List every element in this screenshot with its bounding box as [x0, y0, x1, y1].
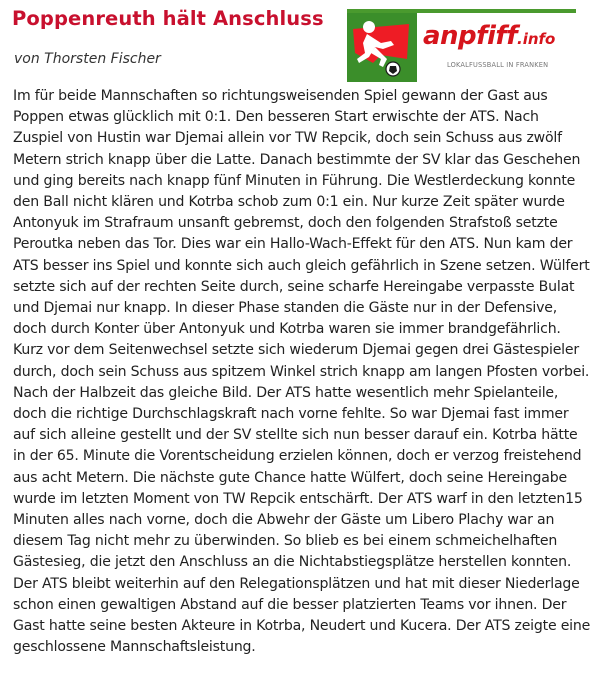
- article-byline: von Thorsten Fischer: [14, 51, 161, 67]
- article-paragraph: Nach der Halbzeit das gleiche Bild. Der ATS hatte wesentlich mehr Spielanteile, doch die richtige Durchschlagskraft nach vorne fehlte. So war Djemai fast immer auf sich alleine gestellt und der SV stellte sich nun besser darauf ein. Kotrba hätte in der 65. Minute die Vorentscheidung erzielen können, doch er verzog freistehend aus acht Metern. Die nächste gute Chance hatte Wülfert, doch seine Hereingabe wurde im letzten Moment von TW Repcik entschärft. Der ATS warf in den letzten15 Minuten alles nach vorne, doch die Abwehr der Gäste um Libero Plachy war an diesem Tag nicht mehr zu überwinden. So blieb es bei einem schmeichelhaften Gästesieg, die jetzt den Anschluss an die Nichtabstiegsplätze herstellen konnten.: [13, 384, 583, 571]
- logo-brand-text: anpfiff: [423, 21, 518, 51]
- logo-tagline: LOKALFUSSBALL IN FRANKEN: [447, 61, 549, 69]
- logo-badge: [347, 13, 417, 82]
- article-paragraph: Der ATS bleibt weiterhin auf den Relegationsplätzen und hat mit dieser Niederlage schon einen gewaltigen Abstand auf die besser platzierten Teams vor ihnen. Der Gast hatte seine besten Akteure in Kotrba, Neudert und Kucera. Der ATS zeigte eine geschlossene Mannschaftsleistung.: [13, 575, 591, 656]
- article-paragraph: Im für beide Mannschaften so richtungsweisenden Spiel gewann der Gast aus Poppen etwas glücklich mit 0:1. Den besseren Start erwischte der ATS. Nach Zuspiel von Hustin war Djemai allein vor TW Repcik, doch sein Schuss aus zwölf Metern strich knapp über die Latte. Danach bestimmte der SV klar das Geschehen und ging bereits nach knapp fünf Minuten in Führung. Die Westlerdeckung konnte den Ball nicht klären und Kotrba schob zum 0:1 ein. Nur kurze Zeit später wurde Antonyuk im Strafraum unsanft gebremst, doch den folgenden Strafstoß setzte Peroutka neben das Tor. Dies war ein Hallo-Wach-Effekt für den ATS. Nun kam der ATS besser ins Spiel und konnte sich auch gleich gefährlich in Szene setzen. Wülfert setzte sich auf der rechten Seite durch, seine scharfe Hereingabe verpasste Bulat und Djemai nur knapp. In dieser Phase standen die Gäste nur in der Defensive, doch durch Konter über Antonyuk und Kotrba waren sie immer brandgefährlich. Kurz vor dem Seitenwechsel setzte sich wiederum Djemai gegen drei Gästespieler durch, doch sein Schuss aus spitzem Winkel strich knapp am langen Pfosten vorbei.: [13, 88, 590, 380]
- article-body: [13, 86, 593, 658]
- logo-tld-text: .info: [517, 30, 556, 48]
- article-title: Poppenreuth hält Anschluss: [12, 7, 324, 30]
- anpfiff-logo[interactable]: [347, 9, 576, 82]
- soccer-player-icon: [347, 13, 417, 82]
- logo-wordmark: [423, 21, 555, 54]
